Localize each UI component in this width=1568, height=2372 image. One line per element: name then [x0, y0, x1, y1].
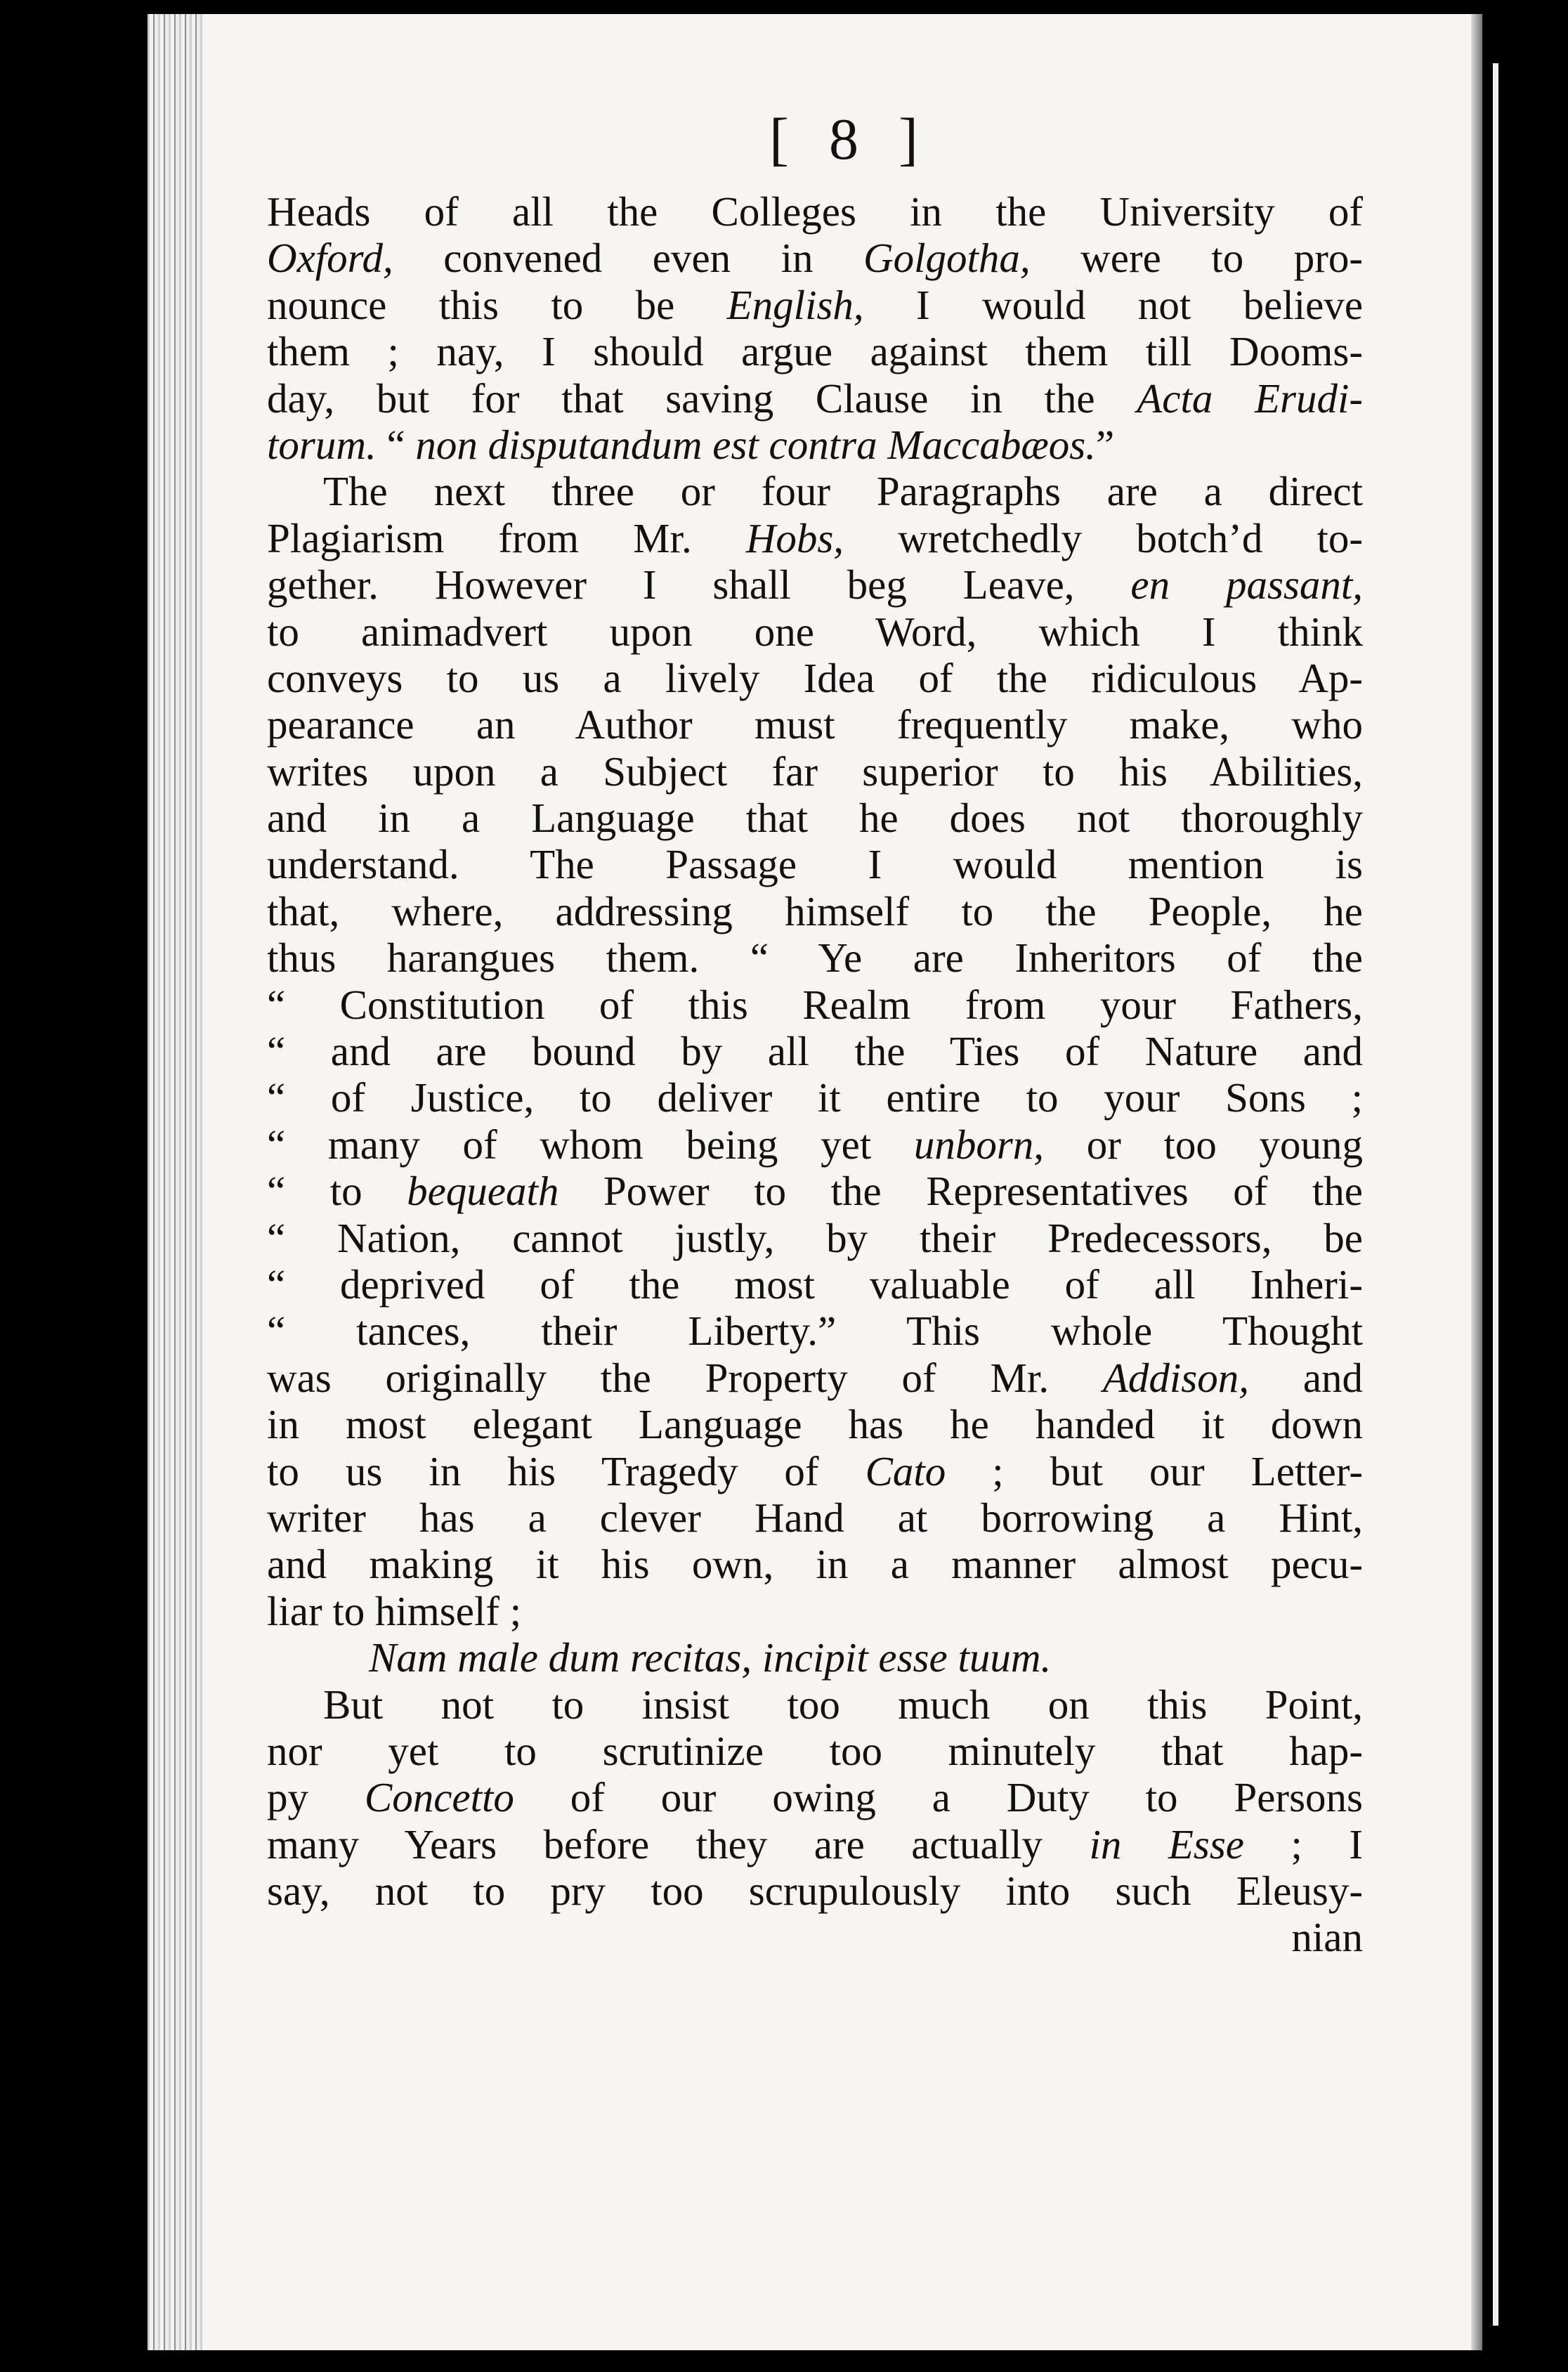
text-run: “ tances, their Liberty.” This whole Thought: [267, 1308, 1363, 1355]
italic-run: en passant,: [1130, 561, 1364, 608]
text-line: [267, 561, 1363, 608]
italic-run: in Esse: [1089, 1820, 1244, 1868]
text-line: [267, 701, 1363, 748]
text-line: [267, 282, 1363, 328]
text-run: writes upon a Subject far superior to his Abilities,: [267, 748, 1363, 795]
text-run: “: [376, 421, 416, 468]
text-line: [267, 468, 1363, 514]
text-line: [267, 1728, 1363, 1774]
text-run: writer has a clever Hand at borrowing a Hint,: [267, 1494, 1363, 1541]
text-run: to animadvert upon one Word, which I think: [267, 608, 1363, 655]
text-run: thus harangues them. “ Ye are Inheritors of the: [267, 934, 1363, 982]
text-line: [267, 1028, 1363, 1074]
text-line: [267, 1821, 1363, 1868]
page-edge-left: [148, 14, 202, 2350]
text-line: [267, 375, 1363, 422]
text-run: I would not believe: [863, 281, 1364, 328]
text-line: [267, 655, 1363, 701]
text-run: and making it his own, in a manner almost pecu-: [267, 1541, 1363, 1588]
text-run: pearance an Author must frequently make, who: [267, 701, 1363, 748]
text-run: or too young: [1044, 1121, 1363, 1168]
text-line: [267, 934, 1363, 981]
text-run: nounce this to be: [267, 281, 727, 328]
catchword: nian: [1291, 1914, 1363, 1961]
text-run: in most elegant Language has he handed it down: [267, 1401, 1363, 1448]
text-line: [267, 1681, 1363, 1728]
text-line: [267, 328, 1363, 374]
italic-run: unborn,: [913, 1121, 1045, 1168]
text-run: ”: [1095, 421, 1115, 468]
text-run: py: [267, 1774, 365, 1821]
text-run: “ deprived of the most valuable of all Inheri-: [267, 1260, 1363, 1308]
text-run: Power to the Representatives of the: [558, 1168, 1363, 1215]
italic-run: torum.: [267, 421, 377, 468]
text-line: [267, 1868, 1363, 1914]
text-line: [267, 888, 1363, 934]
text-run: “ Constitution of this Realm from your Fathers,: [267, 981, 1363, 1028]
italic-run: Hobs,: [745, 514, 844, 561]
facing-page-edge: [1493, 63, 1498, 2326]
text-line: [267, 1261, 1363, 1308]
text-line: [267, 1121, 1363, 1168]
text-run: “ and are bound by all the Ties of Nature and: [267, 1028, 1363, 1075]
text-run: and in a Language that he does not thoroughly: [267, 795, 1363, 842]
text-line: [267, 235, 1363, 281]
text-run: wretchedly botch’d to-: [844, 514, 1363, 561]
text-lines: [267, 188, 1363, 1914]
text-run: of our owing a Duty to Persons: [514, 1774, 1364, 1821]
text-run: say, not to pry too scrupulously into such Eleusy-: [267, 1868, 1363, 1915]
text-run: gether. However I shall beg Leave,: [267, 561, 1131, 608]
text-run: “ of Justice, to deliver it entire to your Sons ;: [267, 1074, 1363, 1121]
text-run: “ many of whom being yet: [267, 1121, 914, 1168]
text-run: day, but for that saving Clause in the: [267, 374, 1137, 422]
page-number: [ 8 ]: [769, 107, 931, 172]
italic-run: non disputandum est contra Maccabæos.: [415, 421, 1096, 468]
text-line: [267, 1634, 1363, 1681]
text-run: was originally the Property of Mr.: [267, 1354, 1103, 1401]
text-run: convened even in: [393, 235, 864, 282]
text-line: [267, 1308, 1363, 1354]
italic-run: bequeath: [407, 1168, 559, 1215]
text-line: [267, 1355, 1363, 1401]
text-line: [267, 1215, 1363, 1261]
text-run: “ to: [267, 1168, 407, 1215]
text-run: ; but our Letter-: [946, 1447, 1363, 1494]
text-run: understand. The Passage I would mention is: [267, 841, 1363, 888]
text-run: to us in his Tragedy of: [267, 1447, 865, 1494]
italic-run: Oxford,: [267, 235, 393, 282]
text-line: [267, 422, 1363, 468]
text-run: But not to insist too much on this Point,: [323, 1681, 1363, 1728]
italic-run: Golgotha,: [863, 235, 1031, 282]
text-run: The next three or four Paragraphs are a direct: [323, 468, 1363, 515]
body-text: [267, 188, 1363, 1961]
text-run: them ; nay, I should argue against them till Dooms-: [267, 328, 1363, 375]
text-line: [267, 608, 1363, 655]
text-line: [267, 1774, 1363, 1820]
italic-run: Cato: [865, 1447, 946, 1494]
italic-run: Concetto: [364, 1774, 514, 1821]
text-line: [267, 1448, 1363, 1494]
text-line: [267, 1168, 1363, 1214]
text-line: [267, 1494, 1363, 1541]
text-run: and: [1249, 1354, 1363, 1401]
text-line: [267, 748, 1363, 795]
italic-run: Addison,: [1102, 1354, 1250, 1401]
text-line: [267, 188, 1363, 235]
italic-run: Nam male dum recitas, incipit esse tuum.: [369, 1634, 1052, 1681]
text-line: [267, 515, 1363, 561]
text-run: ; I: [1244, 1820, 1363, 1868]
text-run: liar to himself ;: [267, 1587, 522, 1634]
text-run: many Years before they are actually: [267, 1820, 1090, 1868]
text-line: [267, 982, 1363, 1028]
text-run: Heads of all the Colleges in the University of: [267, 188, 1363, 235]
text-run: nor yet to scrutinize too minutely that hap-: [267, 1727, 1363, 1774]
text-line: [267, 1588, 1363, 1634]
text-line: [267, 795, 1363, 841]
text-run: that, where, addressing himself to the People, he: [267, 887, 1363, 934]
text-line: [267, 1074, 1363, 1121]
text-run: were to pro-: [1030, 235, 1363, 282]
italic-run: Acta Erudi-: [1137, 374, 1363, 422]
text-line: [267, 841, 1363, 887]
text-run: “ Nation, cannot justly, by their Predecessors, be: [267, 1214, 1363, 1261]
text-run: Plagiarism from Mr.: [267, 514, 746, 561]
italic-run: English,: [726, 281, 864, 328]
text-line: [267, 1541, 1363, 1587]
page-edge-right: [1471, 14, 1482, 2350]
text-line: [267, 1401, 1363, 1447]
text-run: conveys to us a lively Idea of the ridiculous Ap-: [267, 654, 1363, 701]
